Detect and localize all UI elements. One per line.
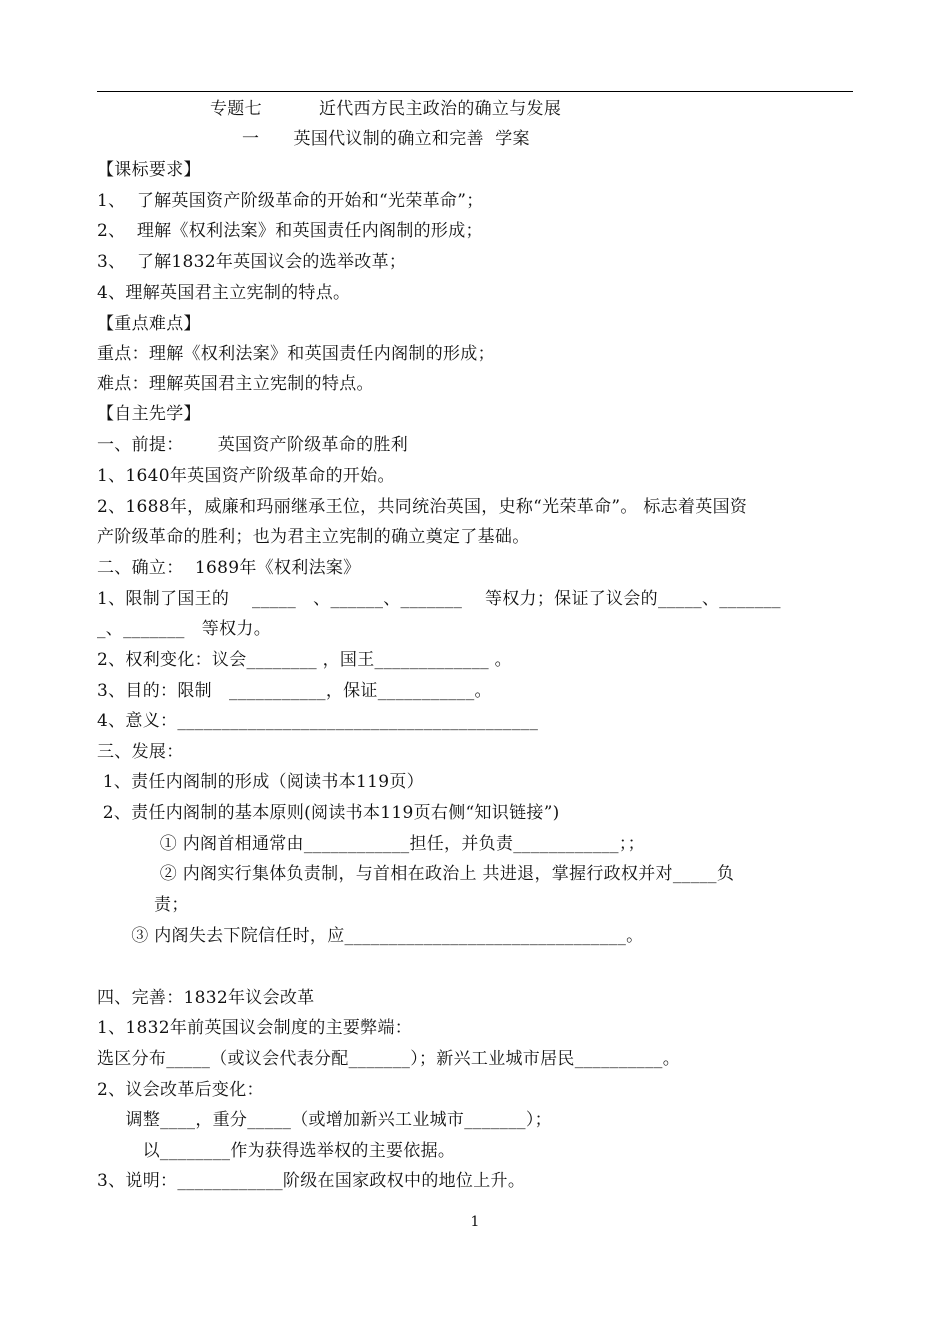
document-title: 专题七 近代西方民主政治的确立与发展 [210,99,562,119]
text-line: 四、完善：1832年议会改革 [97,988,315,1008]
text-line: 2、1688年，威廉和玛丽继承王位，共同统治英国，史称“光荣革命”。 标志着英国资 [97,497,748,517]
text-line: 【重点难点】 [97,314,201,334]
text-line: 1、1640年英国资产阶级革命的开始。 [97,466,395,486]
text-line: 2、 理解《权利法案》和英国责任内阁制的形成； [97,221,483,241]
text-line: 1、限制了国王的 _____ 、______、_______ 等权力；保证了议会的_____、_______ [97,589,781,609]
text-line: 重点：理解《权利法案》和英国责任内阁制的形成； [97,344,495,364]
text-line: 二、确立： 1689年《权利法案》 [97,558,361,578]
text-line: 3、目的：限制 ___________，保证___________。 [97,681,492,701]
text-line: 2、议会改革后变化： [97,1080,264,1100]
text-line: 以________作为获得选举权的主要依据。 [97,1141,456,1161]
header-rule [97,91,853,92]
text-line: 产阶级革命的胜利；也为君主立宪制的确立奠定了基础。 [97,527,530,547]
text-line: 1、 了解英国资产阶级革命的开始和“光荣革命”； [97,191,484,211]
text-line: 2、责任内阁制的基本原则(阅读书本119页右侧“知识链接”) [97,803,560,823]
text-line: 选区分布_____（或议会代表分配_______）；新兴工业城市居民__________。 [97,1049,680,1069]
text-line: ① 内阁首相通常由____________担任，并负责____________；； [97,834,645,854]
text-line: 【自主先学】 [97,404,201,424]
text-line: 三、发展： [97,742,184,762]
text-line: 2、权利变化：议会________ ，国王_____________ 。 [97,650,512,670]
text-line: ② 内阁实行集体负责制，与首相在政治上 共进退，掌握行政权并对_____负 [97,864,735,884]
text-line: ③ 内阁失去下院信任时，应________________________________。 [97,926,644,946]
text-line: 4、理解英国君主立宪制的特点。 [97,283,351,303]
text-line: 责； [97,895,189,915]
text-line: 难点：理解英国君主立宪制的特点。 [97,374,374,394]
text-line: 3、 了解1832年英国议会的选举改革； [97,252,407,272]
text-line: 1、1832年前英国议会制度的主要弊端： [97,1018,413,1038]
text-line: _、_______ 等权力。 [97,619,272,639]
text-line: 一、前提： 英国资产阶级革命的胜利 [97,435,409,455]
text-line: 4、意义：_________________________________________ [97,711,539,731]
text-line: 3、说明：____________阶级在国家政权中的地位上升。 [97,1171,526,1191]
text-line: 1、责任内阁制的形成（阅读书本119页） [97,772,424,792]
text-line: 调整____，重分_____（或增加新兴工业城市_______）； [97,1110,552,1130]
page-number: 1 [470,1214,480,1230]
text-line: 【课标要求】 [97,160,201,180]
document-subtitle: 一 英国代议制的确立和完善 学案 [242,129,530,149]
